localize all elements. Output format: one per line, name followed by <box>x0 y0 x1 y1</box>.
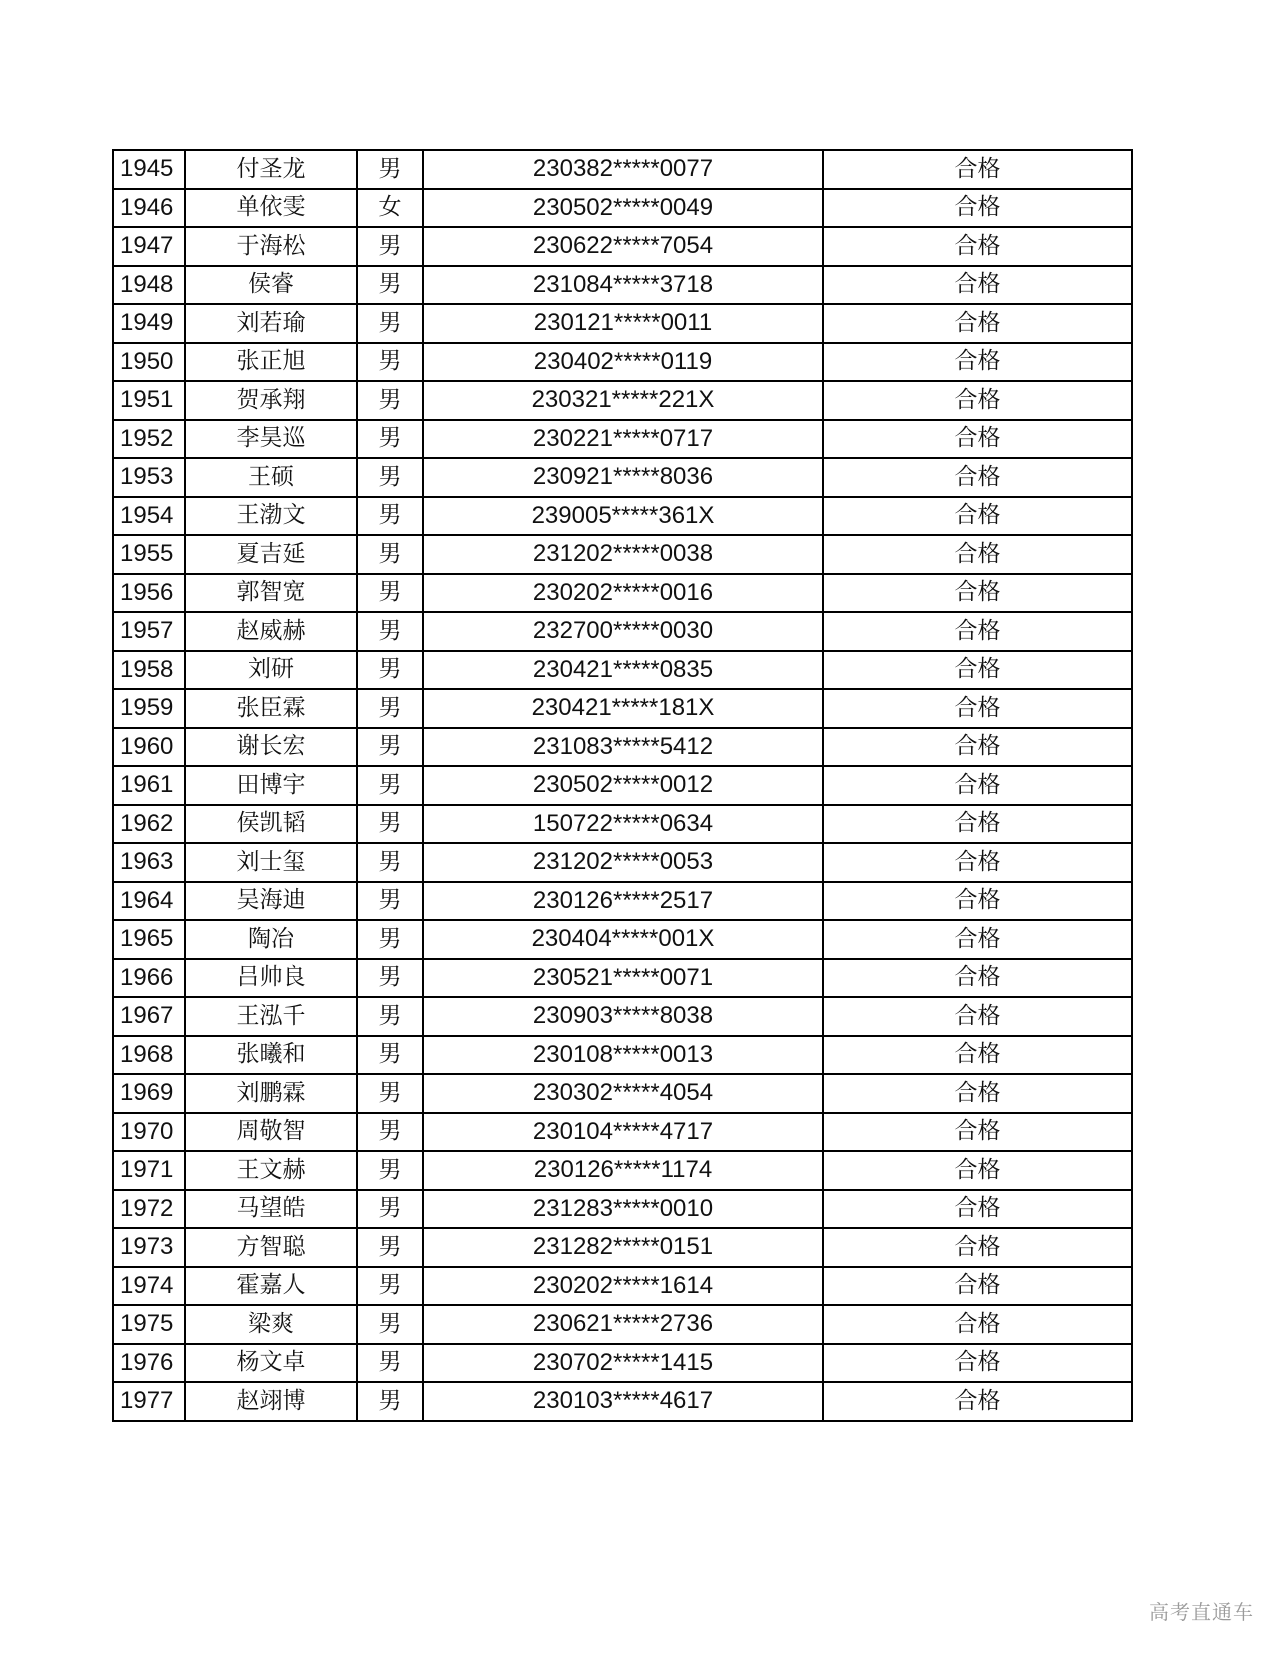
row-number-cell: 1954 <box>113 497 185 536</box>
gender-cell: 男 <box>357 1036 423 1075</box>
name-cell: 王文赫 <box>185 1151 357 1190</box>
table-row <box>113 381 1132 420</box>
result-cell: 合格 <box>823 458 1132 497</box>
result-cell: 合格 <box>823 1228 1132 1267</box>
id-number-cell: 150722*****0634 <box>423 805 823 844</box>
gender-cell: 男 <box>357 304 423 343</box>
name-cell: 霍嘉人 <box>185 1267 357 1306</box>
row-number-cell: 1967 <box>113 997 185 1036</box>
id-number-cell: 230921*****8036 <box>423 458 823 497</box>
gender-cell: 男 <box>357 458 423 497</box>
result-cell: 合格 <box>823 420 1132 459</box>
table-row <box>113 1151 1132 1190</box>
gender-cell: 男 <box>357 997 423 1036</box>
result-cell: 合格 <box>823 728 1132 767</box>
gender-cell: 男 <box>357 1190 423 1229</box>
row-number-cell: 1974 <box>113 1267 185 1306</box>
gender-cell: 男 <box>357 381 423 420</box>
row-number-cell: 1976 <box>113 1344 185 1383</box>
gender-cell: 男 <box>357 574 423 613</box>
table-row <box>113 805 1132 844</box>
name-cell: 赵威赫 <box>185 612 357 651</box>
table-row <box>113 304 1132 343</box>
watermark-text: 高考直通车 <box>1149 1600 1254 1624</box>
gender-cell: 男 <box>357 1151 423 1190</box>
name-cell: 单依雯 <box>185 189 357 228</box>
result-cell: 合格 <box>823 1151 1132 1190</box>
gender-cell: 男 <box>357 227 423 266</box>
id-number-cell: 230108*****0013 <box>423 1036 823 1075</box>
gender-cell: 男 <box>357 882 423 921</box>
gender-cell: 男 <box>357 1074 423 1113</box>
result-cell: 合格 <box>823 535 1132 574</box>
table-row <box>113 458 1132 497</box>
row-number-cell: 1958 <box>113 651 185 690</box>
gender-cell: 男 <box>357 535 423 574</box>
id-number-cell: 230903*****8038 <box>423 997 823 1036</box>
name-cell: 于海松 <box>185 227 357 266</box>
gender-cell: 男 <box>357 420 423 459</box>
name-cell: 刘若瑜 <box>185 304 357 343</box>
table-row <box>113 689 1132 728</box>
result-cell: 合格 <box>823 266 1132 305</box>
name-cell: 李昊巡 <box>185 420 357 459</box>
result-cell: 合格 <box>823 189 1132 228</box>
id-number-cell: 230702*****1415 <box>423 1344 823 1383</box>
table-row <box>113 843 1132 882</box>
result-cell: 合格 <box>823 1267 1132 1306</box>
id-number-cell: 231202*****0038 <box>423 535 823 574</box>
result-cell: 合格 <box>823 997 1132 1036</box>
id-number-cell: 232700*****0030 <box>423 612 823 651</box>
gender-cell: 男 <box>357 1113 423 1152</box>
row-number-cell: 1971 <box>113 1151 185 1190</box>
result-cell: 合格 <box>823 612 1132 651</box>
id-number-cell: 230621*****2736 <box>423 1305 823 1344</box>
table-row <box>113 997 1132 1036</box>
table-row <box>113 1267 1132 1306</box>
name-cell: 梁爽 <box>185 1305 357 1344</box>
gender-cell: 男 <box>357 266 423 305</box>
gender-cell: 女 <box>357 189 423 228</box>
row-number-cell: 1968 <box>113 1036 185 1075</box>
table-row <box>113 1228 1132 1267</box>
table-row <box>113 1382 1132 1421</box>
id-number-cell: 230402*****0119 <box>423 343 823 382</box>
name-cell: 郭智宽 <box>185 574 357 613</box>
table-row <box>113 1074 1132 1113</box>
table-row <box>113 728 1132 767</box>
table-row <box>113 189 1132 228</box>
gender-cell: 男 <box>357 689 423 728</box>
gender-cell: 男 <box>357 1344 423 1383</box>
name-cell: 刘士玺 <box>185 843 357 882</box>
result-cell: 合格 <box>823 1190 1132 1229</box>
id-number-cell: 230382*****0077 <box>423 150 823 189</box>
result-cell: 合格 <box>823 689 1132 728</box>
name-cell: 田博宇 <box>185 766 357 805</box>
name-cell: 刘鹏霖 <box>185 1074 357 1113</box>
table-row <box>113 920 1132 959</box>
row-number-cell: 1951 <box>113 381 185 420</box>
table-row <box>113 612 1132 651</box>
id-number-cell: 231202*****0053 <box>423 843 823 882</box>
row-number-cell: 1948 <box>113 266 185 305</box>
table-row <box>113 1036 1132 1075</box>
result-cell: 合格 <box>823 381 1132 420</box>
name-cell: 王渤文 <box>185 497 357 536</box>
table-row <box>113 343 1132 382</box>
result-cell: 合格 <box>823 1036 1132 1075</box>
row-number-cell: 1977 <box>113 1382 185 1421</box>
result-cell: 合格 <box>823 1344 1132 1383</box>
gender-cell: 男 <box>357 959 423 998</box>
name-cell: 张正旭 <box>185 343 357 382</box>
row-number-cell: 1947 <box>113 227 185 266</box>
id-number-cell: 230421*****181X <box>423 689 823 728</box>
id-number-cell: 230202*****0016 <box>423 574 823 613</box>
name-cell: 侯睿 <box>185 266 357 305</box>
table-row <box>113 651 1132 690</box>
name-cell: 赵翊博 <box>185 1382 357 1421</box>
result-cell: 合格 <box>823 959 1132 998</box>
result-cell: 合格 <box>823 574 1132 613</box>
name-cell: 方智聪 <box>185 1228 357 1267</box>
gender-cell: 男 <box>357 1382 423 1421</box>
name-cell: 马望皓 <box>185 1190 357 1229</box>
gender-cell: 男 <box>357 1267 423 1306</box>
table-row <box>113 150 1132 189</box>
id-number-cell: 230126*****1174 <box>423 1151 823 1190</box>
name-cell: 吴海迪 <box>185 882 357 921</box>
results-table <box>112 149 1133 1422</box>
gender-cell: 男 <box>357 728 423 767</box>
id-number-cell: 230302*****4054 <box>423 1074 823 1113</box>
id-number-cell: 230404*****001X <box>423 920 823 959</box>
row-number-cell: 1956 <box>113 574 185 613</box>
gender-cell: 男 <box>357 920 423 959</box>
gender-cell: 男 <box>357 612 423 651</box>
result-cell: 合格 <box>823 497 1132 536</box>
name-cell: 侯凯韬 <box>185 805 357 844</box>
result-cell: 合格 <box>823 343 1132 382</box>
gender-cell: 男 <box>357 150 423 189</box>
name-cell: 陶冶 <box>185 920 357 959</box>
id-number-cell: 230126*****2517 <box>423 882 823 921</box>
row-number-cell: 1973 <box>113 1228 185 1267</box>
row-number-cell: 1972 <box>113 1190 185 1229</box>
result-cell: 合格 <box>823 882 1132 921</box>
row-number-cell: 1955 <box>113 535 185 574</box>
row-number-cell: 1946 <box>113 189 185 228</box>
row-number-cell: 1966 <box>113 959 185 998</box>
id-number-cell: 230622*****7054 <box>423 227 823 266</box>
row-number-cell: 1964 <box>113 882 185 921</box>
gender-cell: 男 <box>357 343 423 382</box>
result-cell: 合格 <box>823 227 1132 266</box>
id-number-cell: 230221*****0717 <box>423 420 823 459</box>
gender-cell: 男 <box>357 1228 423 1267</box>
row-number-cell: 1959 <box>113 689 185 728</box>
row-number-cell: 1953 <box>113 458 185 497</box>
result-cell: 合格 <box>823 1382 1132 1421</box>
row-number-cell: 1960 <box>113 728 185 767</box>
id-number-cell: 230121*****0011 <box>423 304 823 343</box>
result-cell: 合格 <box>823 843 1132 882</box>
table-row <box>113 1305 1132 1344</box>
result-cell: 合格 <box>823 1074 1132 1113</box>
id-number-cell: 230421*****0835 <box>423 651 823 690</box>
id-number-cell: 239005*****361X <box>423 497 823 536</box>
row-number-cell: 1970 <box>113 1113 185 1152</box>
id-number-cell: 230502*****0012 <box>423 766 823 805</box>
table-row <box>113 535 1132 574</box>
gender-cell: 男 <box>357 766 423 805</box>
id-number-cell: 230103*****4617 <box>423 1382 823 1421</box>
table-row <box>113 227 1132 266</box>
result-cell: 合格 <box>823 304 1132 343</box>
id-number-cell: 230104*****4717 <box>423 1113 823 1152</box>
results-table-body <box>113 150 1132 1421</box>
row-number-cell: 1969 <box>113 1074 185 1113</box>
row-number-cell: 1945 <box>113 150 185 189</box>
row-number-cell: 1975 <box>113 1305 185 1344</box>
row-number-cell: 1962 <box>113 805 185 844</box>
name-cell: 吕帅良 <box>185 959 357 998</box>
id-number-cell: 230321*****221X <box>423 381 823 420</box>
gender-cell: 男 <box>357 843 423 882</box>
name-cell: 夏吉延 <box>185 535 357 574</box>
row-number-cell: 1952 <box>113 420 185 459</box>
table-row <box>113 420 1132 459</box>
name-cell: 谢长宏 <box>185 728 357 767</box>
result-cell: 合格 <box>823 1113 1132 1152</box>
name-cell: 贺承翔 <box>185 381 357 420</box>
name-cell: 王泓千 <box>185 997 357 1036</box>
name-cell: 付圣龙 <box>185 150 357 189</box>
id-number-cell: 231283*****0010 <box>423 1190 823 1229</box>
table-row <box>113 766 1132 805</box>
name-cell: 王硕 <box>185 458 357 497</box>
table-row <box>113 497 1132 536</box>
gender-cell: 男 <box>357 1305 423 1344</box>
result-cell: 合格 <box>823 766 1132 805</box>
row-number-cell: 1961 <box>113 766 185 805</box>
row-number-cell: 1965 <box>113 920 185 959</box>
row-number-cell: 1963 <box>113 843 185 882</box>
result-cell: 合格 <box>823 805 1132 844</box>
result-cell: 合格 <box>823 1305 1132 1344</box>
name-cell: 刘研 <box>185 651 357 690</box>
table-row <box>113 266 1132 305</box>
table-row <box>113 882 1132 921</box>
gender-cell: 男 <box>357 651 423 690</box>
table-row <box>113 1113 1132 1152</box>
result-cell: 合格 <box>823 920 1132 959</box>
table-row <box>113 1190 1132 1229</box>
name-cell: 张臣霖 <box>185 689 357 728</box>
id-number-cell: 231084*****3718 <box>423 266 823 305</box>
id-number-cell: 230502*****0049 <box>423 189 823 228</box>
id-number-cell: 230202*****1614 <box>423 1267 823 1306</box>
result-cell: 合格 <box>823 651 1132 690</box>
row-number-cell: 1957 <box>113 612 185 651</box>
table-row <box>113 1344 1132 1383</box>
name-cell: 杨文卓 <box>185 1344 357 1383</box>
id-number-cell: 231083*****5412 <box>423 728 823 767</box>
id-number-cell: 230521*****0071 <box>423 959 823 998</box>
gender-cell: 男 <box>357 497 423 536</box>
row-number-cell: 1949 <box>113 304 185 343</box>
name-cell: 张曦和 <box>185 1036 357 1075</box>
name-cell: 周敬智 <box>185 1113 357 1152</box>
row-number-cell: 1950 <box>113 343 185 382</box>
id-number-cell: 231282*****0151 <box>423 1228 823 1267</box>
gender-cell: 男 <box>357 805 423 844</box>
table-row <box>113 959 1132 998</box>
table-row <box>113 574 1132 613</box>
result-cell: 合格 <box>823 150 1132 189</box>
